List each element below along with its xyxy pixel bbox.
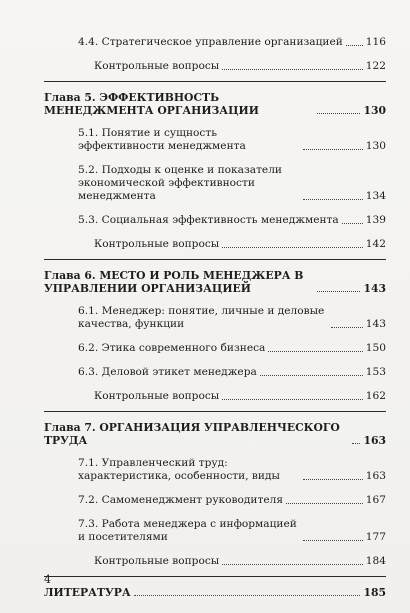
page-number: 177: [365, 531, 386, 543]
page-number: 153: [365, 366, 386, 378]
section-number: 5.1.: [78, 127, 99, 139]
toc-entry-review-questions: [44, 555, 386, 568]
section-number: 7.3.: [78, 518, 99, 530]
page-number: 167: [365, 494, 386, 506]
toc-entry-7-1: [44, 457, 386, 483]
leader-dots: [342, 223, 363, 224]
page-number: 116: [365, 36, 386, 48]
section-number: 6.2.: [78, 342, 99, 354]
chapter-title: Глава 6. МЕСТО И РОЛЬ МЕНЕДЖЕРА В УПРАВЛЕНИИ ОРГАНИЗАЦИЕЙ: [44, 269, 304, 295]
toc-chapter-6: [44, 269, 386, 295]
page-number: 143: [365, 318, 386, 330]
toc-entry-review-questions: [44, 60, 386, 73]
leader-dots: [331, 327, 363, 328]
section-title: Контрольные вопросы: [94, 60, 220, 72]
section-title: Контрольные вопросы: [94, 390, 220, 402]
leader-dots: [352, 443, 360, 444]
toc-entry-7-3: [44, 518, 386, 544]
section-title: Работа менеджера с информацией и посетителями: [78, 518, 297, 543]
page-number: 130: [365, 140, 386, 152]
table-of-contents: [44, 36, 386, 609]
section-title: Самоменеджмент руководителя: [101, 494, 284, 506]
leader-dots: [303, 479, 363, 480]
chapter-title: ЛИТЕРАТУРА: [44, 586, 131, 599]
page-number: 139: [365, 214, 386, 226]
leader-dots: [222, 247, 363, 248]
page-number: 163: [365, 470, 386, 482]
toc-entry-7-2: [44, 494, 386, 507]
toc-entry-review-questions: [44, 238, 386, 251]
section-number: 6.1.: [78, 305, 99, 317]
section-title: Стратегическое управление организацией: [101, 36, 343, 48]
page-number: 185: [363, 586, 386, 599]
leader-dots: [317, 291, 360, 292]
leader-dots: [268, 351, 362, 352]
toc-entry-6-2: [44, 342, 386, 355]
section-title: Социальная эффективность менеджмента: [101, 214, 339, 226]
toc-chapter-5: [44, 91, 386, 117]
page-number: 134: [365, 190, 386, 202]
separator-rule: [44, 576, 386, 577]
page-number: 142: [365, 238, 386, 250]
page-number: 122: [365, 60, 386, 72]
chapter-title: Глава 7. ОРГАНИЗАЦИЯ УПРАВЛЕНЧЕСКОГО ТРУДА: [44, 421, 340, 447]
leader-dots: [222, 69, 363, 70]
toc-entry-review-questions: [44, 390, 386, 403]
leader-dots: [303, 149, 363, 150]
section-number: 7.2.: [78, 494, 99, 506]
section-number: 5.3.: [78, 214, 99, 226]
leader-dots: [303, 199, 363, 200]
toc-entry-5-1: [44, 127, 386, 153]
separator-rule: [44, 259, 386, 260]
page-number: 150: [365, 342, 386, 354]
leader-dots: [286, 503, 363, 504]
section-number: 5.2.: [78, 164, 99, 176]
page-number: 130: [363, 104, 386, 117]
page-folio: 4: [44, 573, 51, 586]
leader-dots: [134, 595, 361, 596]
section-number: 4.4.: [78, 36, 99, 48]
leader-dots: [222, 564, 363, 565]
page-number: 163: [363, 434, 386, 447]
page-number: 184: [365, 555, 386, 567]
leader-dots: [346, 45, 363, 46]
toc-chapter-7: [44, 421, 386, 447]
toc-entry-5-3: [44, 214, 386, 227]
toc-entry-4-4: [44, 36, 386, 49]
section-title: Этика современного бизнеса: [101, 342, 266, 354]
toc-entry-6-3: [44, 366, 386, 379]
section-title: Управленческий труд: характеристика, особенности, виды: [78, 457, 280, 482]
section-title: Деловой этикет менеджера: [101, 366, 257, 378]
toc-entry-5-2: [44, 164, 386, 203]
toc-entry-6-1: [44, 305, 386, 331]
section-title: Контрольные вопросы: [94, 555, 220, 567]
section-number: 7.1.: [78, 457, 99, 469]
section-number: 6.3.: [78, 366, 99, 378]
toc-literature: [44, 586, 386, 599]
section-title: Менеджер: понятие, личные и деловые качества, функции: [78, 305, 325, 330]
section-title: Контрольные вопросы: [94, 238, 220, 250]
separator-rule: [44, 81, 386, 82]
section-title: Подходы к оценке и показатели экономической эффективности менеджмента: [78, 164, 282, 202]
leader-dots: [303, 540, 363, 541]
separator-rule: [44, 411, 386, 412]
leader-dots: [260, 375, 363, 376]
section-title: Понятие и сущность эффективности менеджмента: [78, 127, 246, 152]
chapter-title: Глава 5. ЭФФЕКТИВНОСТЬ МЕНЕДЖМЕНТА ОРГАНИЗАЦИИ: [44, 91, 259, 117]
leader-dots: [317, 113, 360, 114]
leader-dots: [222, 399, 363, 400]
page-number: 162: [365, 390, 386, 402]
page-number: 143: [363, 282, 386, 295]
